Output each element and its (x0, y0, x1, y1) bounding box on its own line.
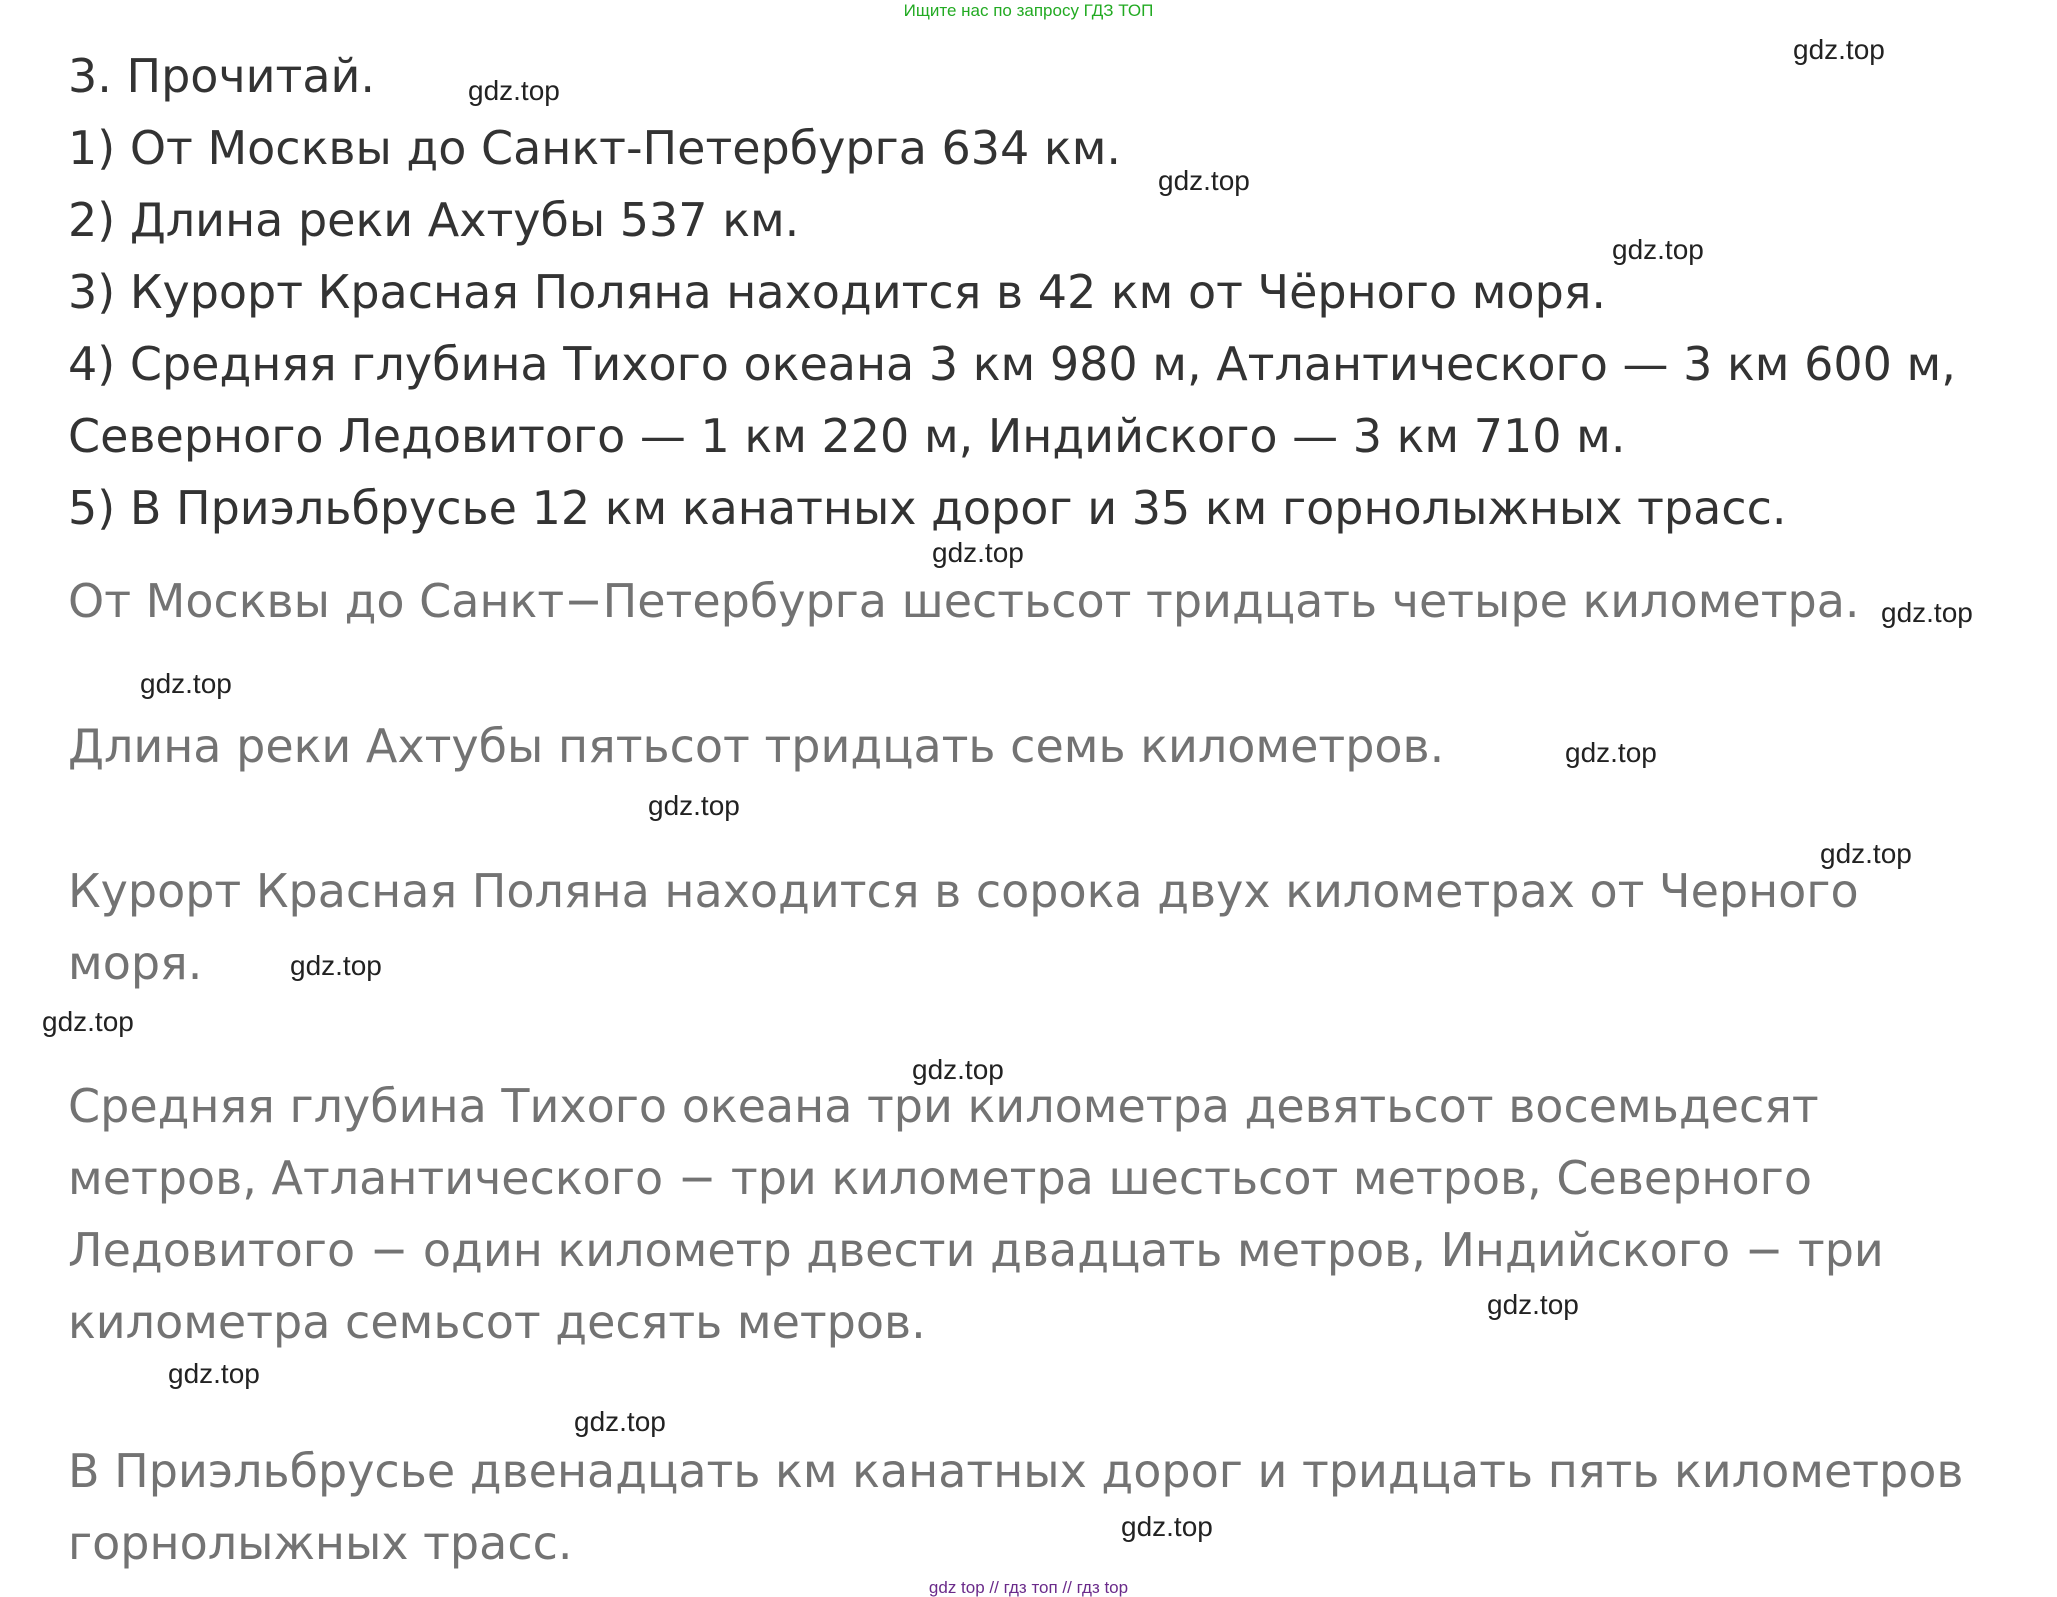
answer-5 (68, 1435, 2028, 1579)
watermark: gdz.top (1612, 234, 1704, 265)
watermark: gdz.top (648, 790, 740, 821)
answer-line: От Москвы до Санкт−Петербурга шестьсот тридцать четыре километра. (68, 574, 1860, 628)
answer-line: моря. (68, 936, 203, 990)
answer-line: метров, Атлантического − три километра шестьсот метров, Северного (68, 1151, 1812, 1205)
answer-line: В Приэльбрусье двенадцать км канатных дорог и тридцать пять километров (68, 1444, 1964, 1498)
watermark: gdz.top (1487, 1289, 1579, 1320)
watermark: gdz.top (290, 950, 382, 981)
watermark: gdz.top (1793, 34, 1885, 65)
task-title: 3. Прочитай. (68, 49, 376, 103)
watermark: gdz.top (42, 1006, 134, 1037)
watermark: gdz.top (932, 537, 1024, 568)
watermark: gdz.top (912, 1054, 1004, 1085)
answer-4 (68, 1070, 2028, 1358)
answer-line: Ледовитого − один километр двести двадцать метров, Индийского − три (68, 1223, 1884, 1277)
task-line: 2) Длина реки Ахтубы 537 км. (68, 193, 800, 247)
watermark: gdz.top (1121, 1511, 1213, 1542)
watermark: gdz.top (1881, 597, 1973, 628)
answer-1 (68, 565, 2028, 637)
answer-line: Средняя глубина Тихого океана три километра девятьсот восемьдесят (68, 1079, 1819, 1133)
top-banner: Ищите нас по запросу ГДЗ ТОП (903, 1, 1154, 20)
answer-line: Курорт Красная Поляна находится в сорока двух километрах от Черного (68, 864, 1859, 918)
watermark: gdz.top (574, 1406, 666, 1437)
answer-line: Длина реки Ахтубы пятьсот тридцать семь километров. (68, 719, 1445, 773)
watermark: gdz.top (468, 75, 560, 106)
footer-links: gdz top // гдз топ // гдз top (928, 1578, 1129, 1597)
watermark: gdz.top (140, 668, 232, 699)
answer-line: километра семьсот десять метров. (68, 1295, 926, 1349)
watermark: gdz.top (1820, 838, 1912, 869)
watermark: gdz.top (168, 1358, 260, 1389)
task-line: 3) Курорт Красная Поляна находится в 42 км от Чёрного моря. (68, 265, 1607, 319)
watermark: gdz.top (1158, 165, 1250, 196)
answer-line: горнолыжных трасс. (68, 1516, 573, 1570)
task-line: Северного Ледовитого — 1 км 220 м, Индийского — 3 км 710 м. (68, 409, 1626, 463)
task-block (68, 40, 2028, 544)
watermark: gdz.top (1565, 737, 1657, 768)
task-line: 4) Средняя глубина Тихого океана 3 км 980 м, Атлантического — 3 км 600 м, (68, 337, 1956, 391)
task-line: 5) В Приэльбрусье 12 км канатных дорог и 35 км горнолыжных трасс. (68, 481, 1787, 535)
answer-2 (68, 710, 2028, 782)
task-line: 1) От Москвы до Санкт-Петербурга 634 км. (68, 121, 1122, 175)
